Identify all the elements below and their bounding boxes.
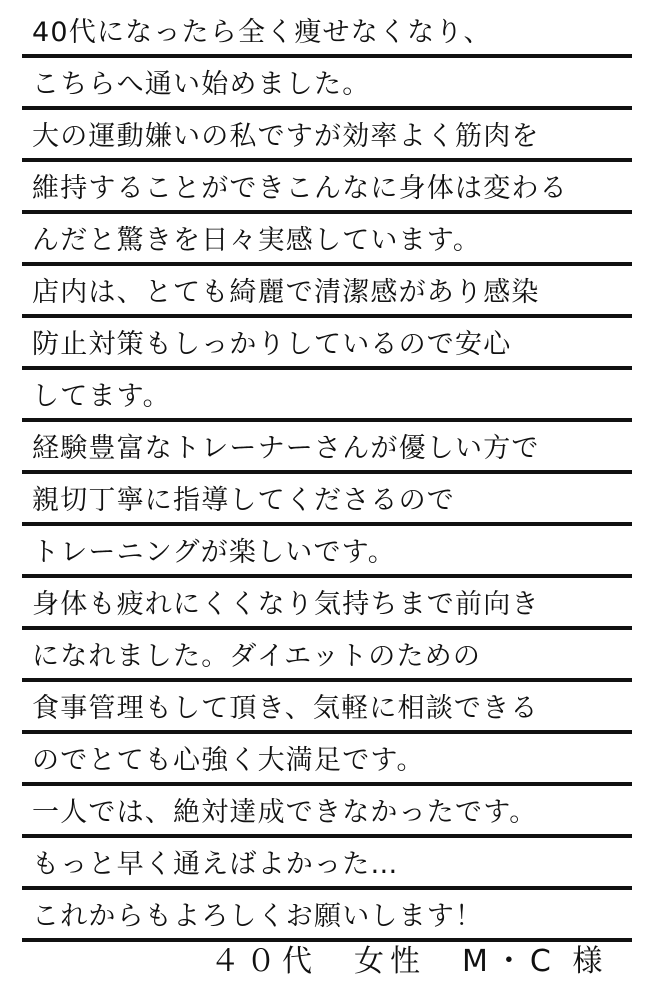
ruled-line [22,896,632,942]
ruled-line [22,792,632,838]
ruled-line [22,532,632,578]
ruled-line [22,324,632,370]
ruled-line [22,688,632,734]
ruled-line [22,844,632,890]
ruled-line [22,428,632,474]
testimonial-line: んだと驚きを日々実感しています。 [32,225,482,256]
testimonial-lines [22,12,632,948]
testimonial-line: 身体も疲れにくくなり気持ちまで前向き [32,589,540,620]
testimonial-line: こちらへ通い始めました。 [32,69,371,100]
ruled-line [22,116,632,162]
testimonial-line: 食事管理もして頂き、気軽に相談できる [32,693,539,724]
testimonial-line: もっと早く通えばよかった… [32,849,399,880]
testimonial-line: 40代になったら全く痩せなくなり、 [32,17,492,48]
ruled-line [22,480,632,526]
testimonial-line: 防止対策もしっかりしているので安心 [32,329,512,360]
ruled-line [22,168,632,214]
ruled-line [22,740,632,786]
testimonial-line: 経験豊富なトレーナーさんが優しい方で [32,433,540,464]
testimonial-line: これからもよろしくお願いします！ [32,901,484,932]
ruled-line [22,376,632,422]
ruled-line [22,12,632,58]
ruled-line [22,584,632,630]
testimonial-line: 大の運動嫌いの私ですが効率よく筋肉を [32,121,540,152]
testimonial-line: のでとても心強く大満足です。 [32,745,425,776]
testimonial-line: してます。 [32,381,171,412]
testimonial-line: 一人では、絶対達成できなかったです。 [32,797,538,828]
ruled-line [22,636,632,682]
testimonial-line: 親切丁寧に指導してくださるので [32,485,455,516]
testimonial-line: 店内は、とても綺麗で清潔感があり感染 [32,277,540,308]
author-signature: ４０代 女性 M・C 様 [210,944,609,979]
testimonial-line: 維持することができこんなに身体は変わる [32,173,568,204]
ruled-line [22,220,632,266]
ruled-line [22,272,632,318]
testimonial-line: になれました。ダイエットのための [32,641,482,672]
testimonial-line: トレーニングが楽しいです。 [32,537,396,568]
ruled-line [22,64,632,110]
